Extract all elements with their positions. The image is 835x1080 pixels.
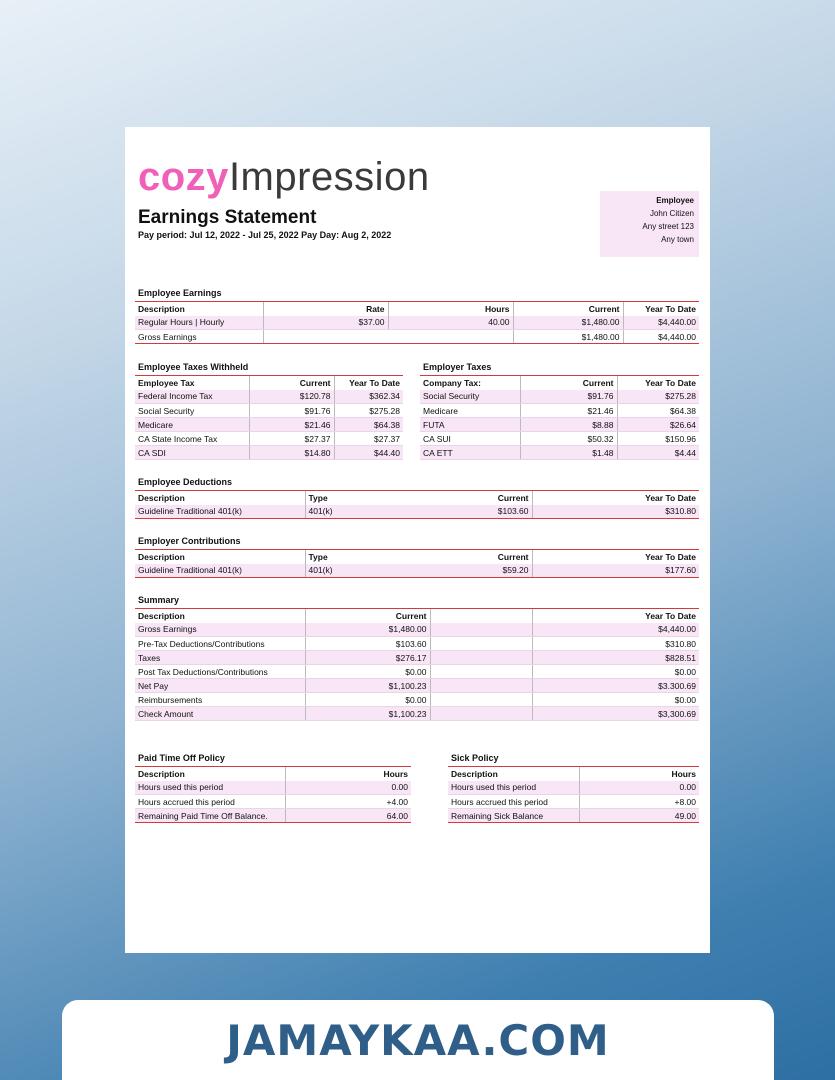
- table-cell: $1,100.23: [305, 679, 430, 693]
- company-logo: cozyImpression: [138, 155, 430, 199]
- table-cell: $1,480.00: [305, 623, 430, 637]
- col-header: Year To Date: [532, 491, 699, 505]
- col-header: Hours: [285, 767, 411, 781]
- table-row: [448, 809, 699, 823]
- table-cell: $3.300.69: [532, 679, 699, 693]
- table-cell: $4,440.00: [623, 316, 699, 330]
- pto-title: Paid Time Off Policy: [138, 753, 225, 763]
- table-cell: Hours accrued this period: [135, 795, 285, 809]
- table-cell: $27.37: [334, 432, 403, 446]
- table-row: [420, 404, 699, 418]
- table-cell: $4.44: [617, 446, 699, 460]
- table-row: [135, 693, 699, 707]
- earnings-statement-page: [125, 127, 710, 953]
- table-cell: $362.34: [334, 390, 403, 404]
- table-cell: $0.00: [305, 665, 430, 679]
- col-header: Hours: [388, 302, 513, 316]
- col-header: Year To Date: [532, 609, 699, 623]
- col-header: Current: [520, 376, 617, 390]
- site-banner: [62, 1000, 774, 1080]
- employee-taxes-title: Employee Taxes Withheld: [138, 362, 249, 372]
- table-cell: Net Pay: [135, 679, 305, 693]
- table-cell: Social Security: [135, 404, 249, 418]
- table-cell: Guideline Traditional 401(k): [135, 505, 305, 519]
- col-header: Current: [430, 550, 532, 564]
- table-cell: Guideline Traditional 401(k): [135, 564, 305, 578]
- table-cell: $59.20: [430, 564, 532, 578]
- table-cell: CA SUI: [420, 432, 520, 446]
- col-header: Description: [448, 767, 579, 781]
- table-cell: Pre-Tax Deductions/Contributions: [135, 637, 305, 651]
- table-cell: $275.28: [617, 390, 699, 404]
- table-cell: CA ETT: [420, 446, 520, 460]
- summary-title: Summary: [138, 595, 180, 605]
- table-cell: 0.00: [285, 781, 411, 795]
- table-cell: Medicare: [420, 404, 520, 418]
- table-cell: $27.37: [249, 432, 334, 446]
- col-header: Year To Date: [617, 376, 699, 390]
- table-cell: +8.00: [579, 795, 699, 809]
- employee-info-box: [600, 191, 699, 257]
- col-header: Rate: [263, 302, 388, 316]
- table-cell: Social Security: [420, 390, 520, 404]
- table-cell: [388, 330, 513, 344]
- table-cell: $310.80: [532, 505, 699, 519]
- table-row: [135, 390, 403, 404]
- table-cell: Federal Income Tax: [135, 390, 249, 404]
- table-cell: $150.96: [617, 432, 699, 446]
- table-cell: $50.32: [520, 432, 617, 446]
- col-header: Current: [430, 491, 532, 505]
- table-cell: $91.76: [249, 404, 334, 418]
- table-cell: $4,440.00: [532, 623, 699, 637]
- table-cell: Reimbursements: [135, 693, 305, 707]
- employer-taxes-table: [420, 375, 699, 460]
- col-header: Year To Date: [623, 302, 699, 316]
- col-header: Current: [513, 302, 623, 316]
- table-row: [135, 679, 699, 693]
- contributions-title: Employer Contributions: [138, 536, 241, 546]
- table-row: [135, 564, 699, 578]
- table-cell: Hours used this period: [135, 781, 285, 795]
- table-cell: 40.00: [388, 316, 513, 330]
- table-cell: $0.00: [305, 693, 430, 707]
- table-cell: $26.64: [617, 418, 699, 432]
- earnings-title: Employee Earnings: [138, 288, 222, 298]
- table-cell: $3,300.69: [532, 707, 699, 721]
- col-header: Description: [135, 491, 305, 505]
- table-cell: [430, 679, 532, 693]
- table-row: [135, 432, 403, 446]
- col-header: Company Tax:: [420, 376, 520, 390]
- table-cell: $828.51: [532, 651, 699, 665]
- table-cell: $4,440.00: [623, 330, 699, 344]
- table-cell: [430, 693, 532, 707]
- deductions-table: [135, 490, 699, 519]
- table-cell: $1,480.00: [513, 330, 623, 344]
- page-title: Earnings Statement: [138, 207, 317, 228]
- table-cell: CA SDI: [135, 446, 249, 460]
- table-cell: Gross Earnings: [135, 623, 305, 637]
- table-cell: $275.28: [334, 404, 403, 418]
- table-cell: $1,480.00: [513, 316, 623, 330]
- col-header: Type: [305, 550, 430, 564]
- table-cell: Regular Hours | Hourly: [135, 316, 263, 330]
- employee-name: John Citizen: [649, 209, 694, 218]
- table-cell: $0.00: [532, 665, 699, 679]
- table-row: [135, 404, 403, 418]
- table-cell: FUTA: [420, 418, 520, 432]
- table-cell: [430, 651, 532, 665]
- table-cell: $37.00: [263, 316, 388, 330]
- table-cell: [430, 707, 532, 721]
- table-cell: $276.17: [305, 651, 430, 665]
- col-header: Year To Date: [532, 550, 699, 564]
- table-row: [420, 446, 699, 460]
- table-cell: $91.76: [520, 390, 617, 404]
- col-header: Current: [249, 376, 334, 390]
- table-cell: +4.00: [285, 795, 411, 809]
- table-cell: $14.80: [249, 446, 334, 460]
- deductions-title: Employee Deductions: [138, 477, 233, 487]
- table-cell: [263, 330, 388, 344]
- table-row: [448, 795, 699, 809]
- table-row: [135, 781, 411, 795]
- col-header: Hours: [579, 767, 699, 781]
- pay-period: Pay period: Jul 12, 2022 - Jul 25, 2022 Pay Day: Aug 2, 2022: [138, 230, 392, 240]
- table-cell: Check Amount: [135, 707, 305, 721]
- table-cell: Medicare: [135, 418, 249, 432]
- sick-table: [448, 766, 699, 823]
- col-header: Description: [135, 302, 263, 316]
- table-cell: Gross Earnings: [135, 330, 263, 344]
- table-cell: $1.48: [520, 446, 617, 460]
- employer-taxes-title: Employer Taxes: [423, 362, 492, 372]
- table-cell: $8.88: [520, 418, 617, 432]
- table-cell: [430, 623, 532, 637]
- table-row: [135, 505, 699, 519]
- table-cell: $21.46: [520, 404, 617, 418]
- employee-town: Any town: [661, 235, 694, 244]
- table-cell: Remaining Paid Time Off Balance.: [135, 809, 285, 823]
- employee-heading: Employee: [656, 196, 694, 205]
- table-cell: $310.80: [532, 637, 699, 651]
- table-cell: Remaining Sick Balance: [448, 809, 579, 823]
- table-row: [420, 390, 699, 404]
- contributions-table: [135, 549, 699, 578]
- table-row: [135, 651, 699, 665]
- table-row: [135, 418, 403, 432]
- table-cell: Hours accrued this period: [448, 795, 579, 809]
- table-row: [135, 637, 699, 651]
- table-cell: $120.78: [249, 390, 334, 404]
- table-cell: $64.38: [617, 404, 699, 418]
- table-cell: $103.60: [305, 637, 430, 651]
- table-cell: Hours used this period: [448, 781, 579, 795]
- table-cell: Taxes: [135, 651, 305, 665]
- table-cell: CA State Income Tax: [135, 432, 249, 446]
- table-row: [135, 665, 699, 679]
- table-row: [448, 781, 699, 795]
- col-header: Current: [305, 609, 430, 623]
- table-cell: $103.60: [430, 505, 532, 519]
- table-row: [135, 330, 699, 344]
- earnings-table: [135, 301, 699, 344]
- table-row: [135, 795, 411, 809]
- table-cell: 49.00: [579, 809, 699, 823]
- table-cell: Post Tax Deductions/Contributions: [135, 665, 305, 679]
- table-cell: $1,100.23: [305, 707, 430, 721]
- table-cell: 401(k): [305, 564, 430, 578]
- table-row: [135, 707, 699, 721]
- table-row: [420, 418, 699, 432]
- table-cell: $177.60: [532, 564, 699, 578]
- col-header: Description: [135, 767, 285, 781]
- table-cell: 64.00: [285, 809, 411, 823]
- pto-table: [135, 766, 411, 823]
- table-cell: 401(k): [305, 505, 430, 519]
- col-header: [430, 609, 532, 623]
- table-cell: $64.38: [334, 418, 403, 432]
- table-row: [135, 446, 403, 460]
- table-cell: $44.40: [334, 446, 403, 460]
- table-row: [420, 432, 699, 446]
- summary-table: [135, 608, 699, 721]
- sick-title: Sick Policy: [451, 753, 499, 763]
- table-row: [135, 623, 699, 637]
- table-row: [135, 809, 411, 823]
- col-header: Year To Date: [334, 376, 403, 390]
- table-row: [135, 316, 699, 330]
- employee-taxes-table: [135, 375, 403, 460]
- table-cell: 0.00: [579, 781, 699, 795]
- col-header: Employee Tax: [135, 376, 249, 390]
- table-cell: [430, 637, 532, 651]
- col-header: Description: [135, 550, 305, 564]
- table-cell: $0.00: [532, 693, 699, 707]
- employee-street: Any street 123: [642, 222, 694, 231]
- col-header: Type: [305, 491, 430, 505]
- col-header: Description: [135, 609, 305, 623]
- table-cell: $21.46: [249, 418, 334, 432]
- site-name: JAMAYKAA.COM: [226, 1016, 610, 1065]
- table-cell: [430, 665, 532, 679]
